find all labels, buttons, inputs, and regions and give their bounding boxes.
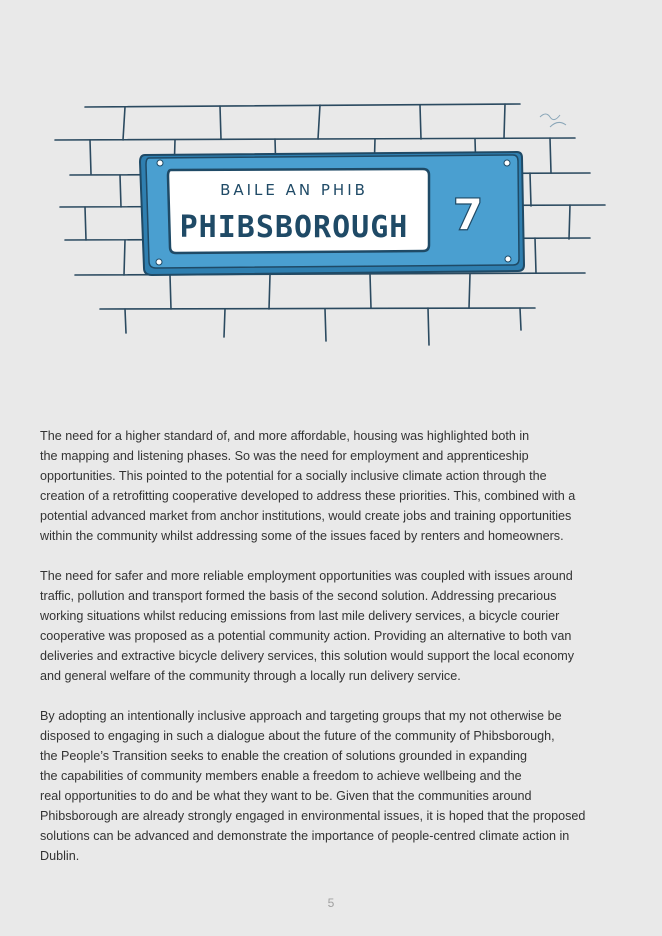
sign-district-number: 7 bbox=[452, 190, 484, 241]
page-number: 5 bbox=[327, 896, 335, 910]
paragraph-inclusive-approach: By adopting an intentionally inclusive approach and targeting groups that my not otherwise be disposed to engaging in such a dialogue about the future of the community of Phibsborough, the People’s Transition seeks to enable the creation of solutions grounded in expanding the capabilities of community members enable a freedom to achieve wellbeing and the real opportunities to do and be what they want to be. Given that the communities around Phibsborough are already strongly engaged in environmental issues, it is hoped that the proposed solutions can be advanced and demonstrate the importance of people-centred climate action in Dublin. bbox=[40, 709, 586, 863]
paragraph-housing: The need for a higher standard of, and more affordable, housing was highlighted both in the mapping and listening phases. So was the need for employment and apprenticeship opportunities. This pointed to the potential for a socially inclusive climate action through the creation of a retrofitting cooperative developed to address these priorities. This, combined with a potential advanced market from anchor institutions, would create jobs and training opportunities within the community whilst addressing some of the issues faced by renters and homeowners. bbox=[40, 429, 576, 543]
wall-doodle bbox=[540, 114, 566, 127]
street-sign-illustration bbox=[30, 95, 630, 355]
sign-english-name: PHIBSBOROUGH bbox=[179, 210, 409, 245]
brick-wall-sign-drawing bbox=[30, 95, 630, 355]
sign-irish-name: BAILE AN PHIB bbox=[220, 181, 368, 199]
paragraph-courier: The need for safer and more reliable employment opportunities was coupled with issues around traffic, pollution and transport formed the basis of the second solution. Addressing precarious working situations whilst reducing emissions from last mile delivery services, a bicycle courier cooperative was proposed as a potential community action. Providing an alternative to both van deliveries and extractive bicycle delivery services, this solution would support the local economy and general welfare of the community through a locally run delivery service. bbox=[40, 569, 575, 683]
body-text bbox=[40, 426, 630, 886]
street-name-sign bbox=[140, 152, 524, 275]
